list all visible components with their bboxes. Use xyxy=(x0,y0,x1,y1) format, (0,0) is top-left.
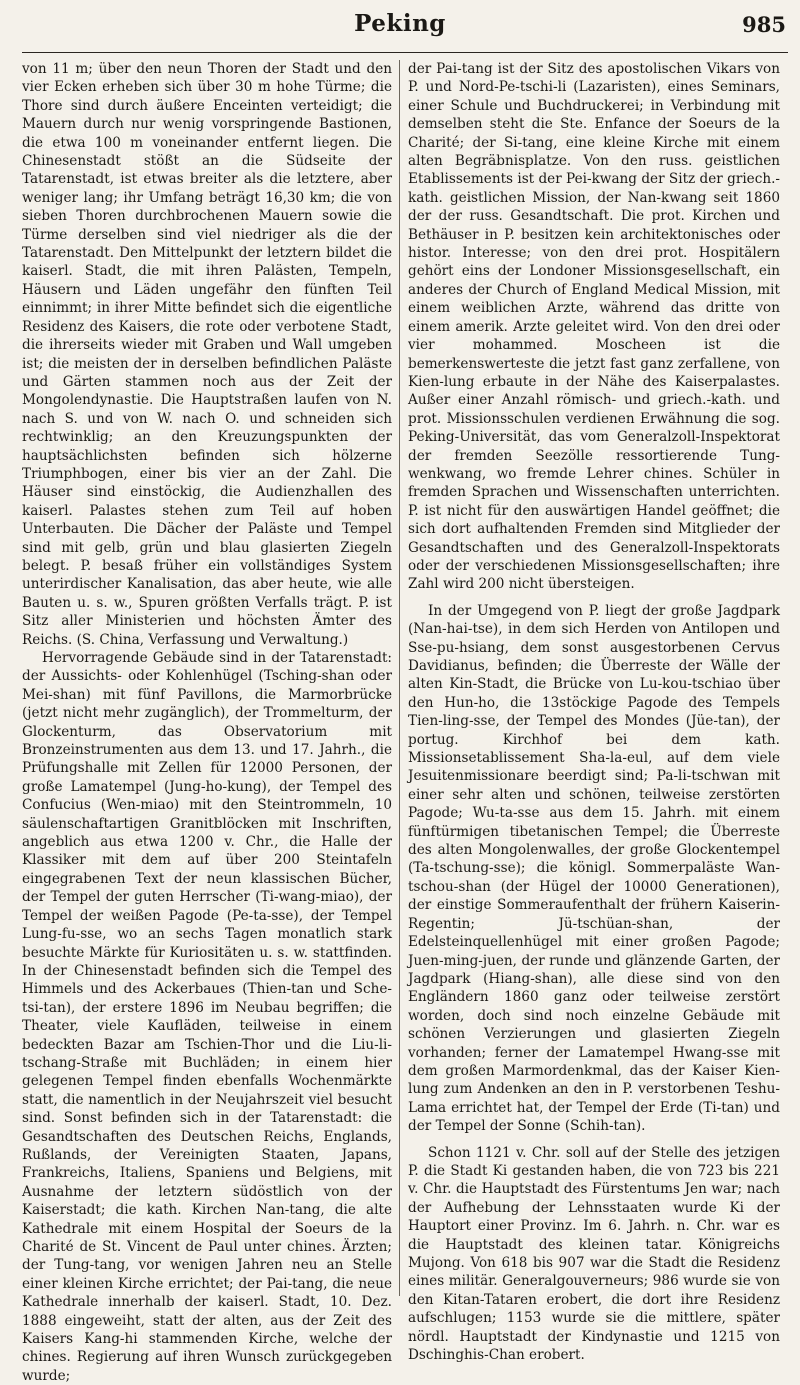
paragraph: In der Umgegend von P. liegt der große Jagdpark (Nan-hai-tse), in dem sich Herden von Antilopen und Sse-pu-hsiang, dem sonst ausgestorbenen Cervus Davidianus, befinden; die Überreste der Wälle der alten Kin-Stadt, die Brücke von Lu-kou-tschiao über den Hun-ho, die 13stöckige Pagode des Tempels Tien-ling-sse, der Tempel des Mondes (Jüe-tan), der portug. Kirchhof bei dem kath. Missionsetablissement Sha-la-eul, auf dem viele Jesuitenmissionare beerdigt sind; Pa-li-tschwan mit einer sehr alten und schönen, teilweise zerstörten Pagode; Wu-ta-sse aus dem 15. Jahrh. mit einem fünftürmigen tibetanischen Tempel; die Überreste des alten Mongolenwalles, der große Glockentempel (Ta-tschung-sse); die königl. Sommerpaläste Wan-tschou-shan (der Hügel der 10000 Generationen), der einstige Sommeraufenthalt der frühern Kaiserin-Regentin; Jü-tschüan-shan, der Edelsteinquellenhügel mit einer großen Pagode; Juen-ming-juen, der runde und glänzende Garten, der Jagdpark (Hiang-shan), alle diese sind von den Engländern 1860 ganz oder teilweise zerstört worden, doch sind noch einzelne Gebäude mit schönen Verzierungen und glasierten Ziegeln vorhanden; ferner der Lamatempel Hwang-sse mit dem großen Marmordenkmal, das der Kaiser Kien-lung zum Andenken an den in P. verstorbenen Teshu-Lama errichtet hat, der Tempel der Erde (Ti-tan) und der Tempel der Sonne (Schih-tan). xyxy=(408,602,780,1135)
paragraph: Hervorragende Gebäude sind in der Tatarenstadt: der Aussichts- oder Kohlenhügel (Tsching-shan oder Mei-shan) mit fünf Pavillons, die Marmorbrücke (jetzt nicht mehr zugänglich), der Trommelturm, der Glockenturm, das Observatorium mit Bronzeinstrumenten aus dem 13. und 17. Jahrh., die Prüfungshalle mit Zellen für 12000 Personen, der große Lamatempel (Jung-ho-kung), der Tempel des Confucius (Wen-miao) mit den Steintrommeln, 10 säulenschaftartigen Granitblöcken mit Inschriften, angeblich aus etwa 1200 v. Chr., die Halle der Klassiker mit dem auf über 200 Steintafeln eingegrabenen Text der neun klassischen Bücher, der Tempel der guten Herrscher (Ti-wang-miao), der Tempel der weißen Pagode (Pe-ta-sse), der Tempel Lung-fu-sse, wo an sechs Tagen monatlich stark besuchte Märkte für Kuriositäten u. s. w. stattfinden. In der Chinesenstadt befinden sich die Tempel des Himmels und des Ackerbaues (Thien-tan und Sche-tsi-tan), der erstere 1896 im Neubau begriffen; die Theater, viele Kaufläden, teilweise in einem bedeckten Bazar am Tschien-Thor und die Liu-li-tschang-Straße mit Buchläden; in einem hier gelegenen Tempel finden ebenfalls Wochenmärkte statt, die namentlich in der Neujahrszeit viel besucht sind. Sonst befinden sich in der Tatarenstadt: die Gesandtschaften des Deutschen Reichs, Englands, Rußlands, der Vereinigten Staaten, Japans, Frankreichs, Italiens, Spaniens und Belgiens, mit Ausnahme der letztern südöstlich von der Kaiserstadt; die kath. Kirchen Nan-tang, die alte Kathedrale mit einem Hospital der Soeurs de la Charité de St. Vincent de Paul unter chines. Ärzten; der Tung-tang, vor wenigen Jahren neu an Stelle einer kleinen Kirche errichtet; der Pai-tang, die neue Kathedrale innerhalb der kaiserl. Stadt, 10. Dez. 1888 eingeweiht, statt der alten, aus der Zeit des Kaisers Kang-hi stammenden Kirche, welche der chines. Regierung auf ihren Wunsch zurückgegeben wurde; xyxy=(22,650,392,1384)
page-header xyxy=(0,8,800,50)
header-rule xyxy=(22,52,788,53)
page-title: Peking xyxy=(354,10,446,37)
right-column xyxy=(408,60,780,1364)
page-number: 985 xyxy=(742,12,786,37)
paragraph: von 11 m; über den neun Thoren der Stadt und den vier Ecken erheben sich über 30 m hohe Türme; die Thore sind durch äußere Enceinten verteidigt; die Mauern durch nur wenig vorspringende Bastionen, die etwa 100 m voneinander entfernt liegen. Die Chinesenstadt stößt an die Südseite der Tatarenstadt, ist etwas breiter als die letztere, aber weniger lang; ihr Umfang beträgt 16,30 km; die von sieben Thoren durchbrochenen Mauern sowie die Türme derselben sind viel niedriger als die der Tatarenstadt. Den Mittelpunkt der letztern bildet die kaiserl. Stadt, die mit ihren Palästen, Tempeln, Häusern und Läden ungefähr den fünften Teil einnimmt; in ihrer Mitte befindet sich die eigentliche Residenz des Kaisers, die rote oder verbotene Stadt, die ihrerseits wieder mit Graben und Wall umgeben ist; die meisten der in derselben befindlichen Paläste und Gärten stammen noch aus der Zeit der Mongolendynastie. Die Hauptstraßen laufen von N. nach S. und von W. nach O. und schneiden sich rechtwinklig; an den Kreuzungspunkten der hauptsächlichsten befinden sich hölzerne Triumphbogen, einer bis vier an der Zahl. Die Häuser sind einstöckig, die Audienzhallen des kaiserl. Palastes stehen zum Teil auf hoben Unterbauten. Die Dächer der Paläste und Tempel sind mit gelb, grün und blau glasierten Ziegeln belegt. P. besaß früher ein vollständiges System unterirdischer Kanalisation, das aber heute, wie alle Bauten u. s. w., Spuren größten Verfalls trägt. P. ist Sitz aller Ministerien und höchsten Ämter des Reichs. (S. China, Verfassung und Verwaltung.) xyxy=(22,61,392,648)
column-divider xyxy=(399,60,400,1296)
paragraph: der Pai-tang ist der Sitz des apostolischen Vikars von P. und Nord-Pe-tschi-li (Lazaristen), eines Seminars, einer Schule und Buchdruckerei; in Verbindung mit demselben steht die Ste. Enfance der Soeurs de la Charité; der Si-tang, eine kleine Kirche mit einem alten Begräbnisplatze. Von den russ. geistlichen Etablissements ist der Pei-kwang der Sitz der griech.-kath. geistlichen Mission, der Nan-kwang seit 1860 der der russ. Gesandtschaft. Die prot. Kirchen und Bethäuser in P. besitzen kein architektonisches oder histor. Interesse; von den drei prot. Hospitälern gehört eins der Londoner Missionsgesellschaft, ein anderes der Church of England Medical Mission, mit einem weiblichen Arzte, während das dritte von einem amerik. Arzte geleitet wird. Von den drei oder vier mohammed. Moscheen ist die bemerkenswerteste die jetzt fast ganz zerfallene, von Kien-lung erbaute in der Nähe des Kaiserpalastes. Außer einer Anzahl römisch- und griech.-kath. und prot. Missionsschulen verdienen Erwähnung die sog. Peking-Universität, das vom Generalzoll-Inspektorat der fremden Seezölle ressortierende Tung-wenkwang, wo fremde Lehrer chines. Schüler in fremden Sprachen und Wissenschaften unterrichten. P. ist nicht für den auswärtigen Handel geöffnet; die sich dort aufhaltenden Fremden sind Mitglieder der Gesandtschaften und des Generalzoll-Inspektorats oder der verschiedenen Missionsgesellschaften; ihre Zahl wird 200 nicht übersteigen. xyxy=(408,61,780,593)
paragraph: Schon 1121 v. Chr. soll auf der Stelle des jetzigen P. die Stadt Ki gestanden haben, die von 723 bis 221 v. Chr. die Hauptstadt des Fürstentums Jen war; nach der Aufhebung der Lehnsstaaten wurde Ki der Hauptort einer Provinz. Im 6. Jahrh. n. Chr. war es die Hauptstadt des kleinen tatar. Königreichs Mujong. Von 618 bis 907 war die Stadt die Residenz eines militär. Generalgouverneurs; 986 wurde sie von den Kitan-Tataren erobert, die dort ihre Residenz aufschlugen; 1153 wurde sie die mittlere, später nördl. Hauptstadt der Kindynastie und 1215 von Dschinghis-Chan erobert. xyxy=(408,1144,780,1364)
left-column xyxy=(22,60,392,1384)
